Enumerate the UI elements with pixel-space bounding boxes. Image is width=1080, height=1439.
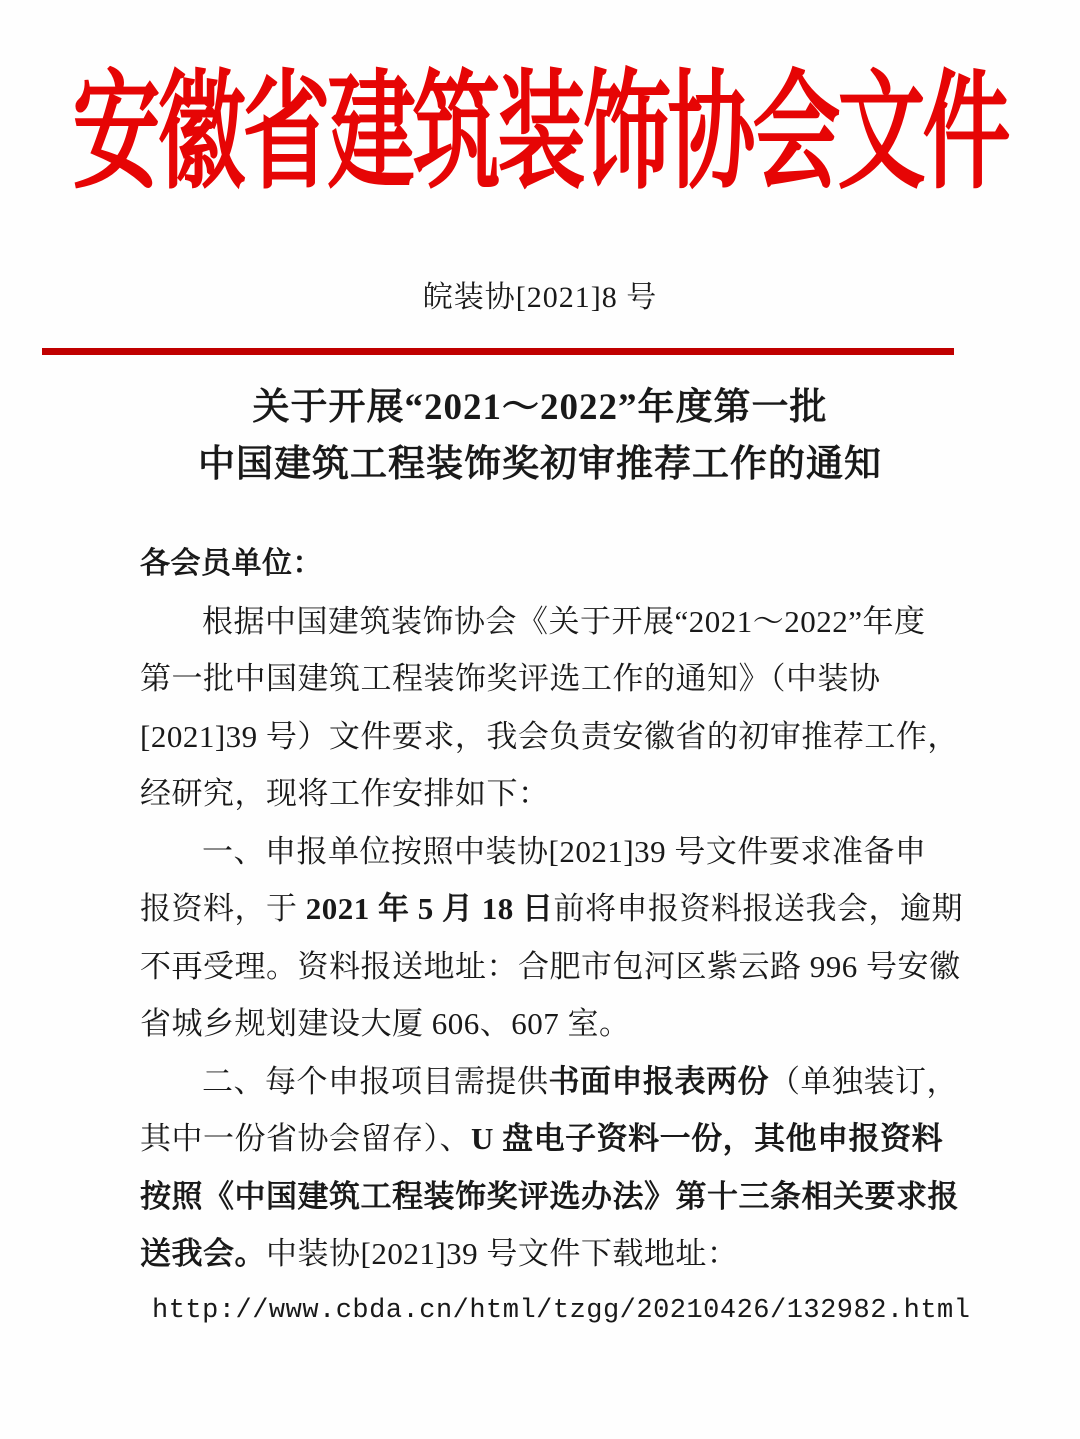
emphasized-text: U 盘电子资料一份，其他申报资料	[471, 1121, 944, 1156]
org-banner-title: 安徽省建筑装饰协会文件	[72, 64, 1008, 205]
body-line	[140, 1110, 950, 1168]
body-text: 前将申报资料报送我会，逾期	[553, 891, 963, 926]
body-line	[140, 880, 963, 938]
doc-title	[0, 379, 1080, 493]
emphasized-text: 2021 年 5 月 18 日	[305, 891, 554, 926]
body-text: 第一批中国建筑工程装饰奖评选工作的通知》（中装协	[140, 661, 881, 696]
body-text: 报资料，于	[140, 891, 306, 926]
body-line	[140, 1053, 958, 1111]
body-text: [2021]39 号）文件要求，我会负责安徽省的初审推荐工作，	[140, 718, 959, 754]
emphasized-text: 送我会。	[140, 1236, 266, 1271]
body-line	[140, 1168, 959, 1226]
body-text: 中装协[2021]39 号文件下载地址：	[266, 1236, 739, 1271]
emphasized-text: 按照《中国建筑工程装饰奖评选办法》第十三条相关要求报	[140, 1178, 959, 1214]
body-text: 根据中国建筑装饰协会《关于开展“2021～2022”年度	[202, 603, 926, 639]
body-line	[140, 995, 950, 1053]
body-text: 二、每个申报项目需提供	[202, 1063, 549, 1099]
doc-number: 皖装协[2021]8 号	[422, 281, 658, 314]
body-line	[140, 823, 950, 881]
body-line	[140, 708, 959, 766]
doc-title-line2: 中国建筑工程装饰奖初审推荐工作的通知	[198, 444, 882, 485]
body-text: 其中一份省协会留存）、	[140, 1121, 471, 1156]
body-line	[140, 938, 961, 996]
body-line	[140, 1225, 950, 1283]
doc-title-line1: 关于开展“2021～2022”年度第一批	[252, 387, 828, 428]
body-text: 经研究，现将工作安排如下：	[140, 776, 550, 811]
body-text: 省城乡规划建设大厦 606、607 室。	[140, 1006, 631, 1041]
salutation: 各会员单位：	[140, 547, 323, 580]
body-line	[140, 650, 950, 708]
download-url: http://www.cbda.cn/html/tzgg/20210426/132982.html	[152, 1295, 971, 1326]
body-text: 一、申报单位按照中装协[2021]39 号文件要求准备申	[202, 833, 927, 869]
body-lines	[140, 593, 963, 1283]
body-text: 不再受理。资料报送地址：合肥市包河区紫云路 996 号安徽	[140, 948, 961, 984]
red-separator-rule	[42, 348, 954, 355]
body-line	[140, 593, 950, 651]
body-block	[140, 535, 971, 1340]
emphasized-text: 书面申报表两份	[548, 1063, 769, 1099]
body-text: （单独装订，	[769, 1063, 958, 1099]
body-line	[140, 765, 950, 823]
